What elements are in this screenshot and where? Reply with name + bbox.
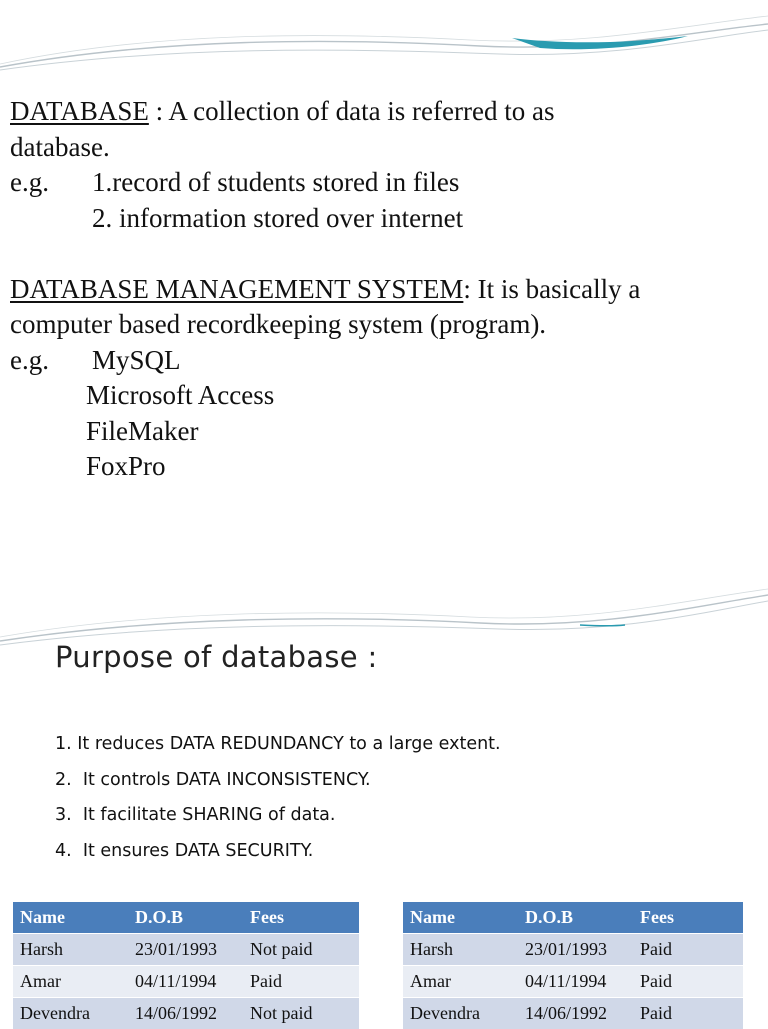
dbms-example-line-3 (10, 414, 760, 450)
database-definition-line (10, 94, 760, 130)
cell-name: Devendra (13, 998, 128, 1029)
database-definition: : A collection of data is referred to as (149, 96, 555, 126)
student-fees-table-before (13, 902, 359, 1029)
dbms-example-line-2 (10, 378, 760, 414)
purpose-list (55, 731, 501, 873)
dbms-definition: : It is basically a (463, 274, 640, 304)
eg-label: e.g. (10, 343, 92, 379)
cell-name: Amar (403, 966, 518, 998)
cell-dob: 23/01/1993 (128, 934, 243, 966)
table-row (403, 966, 743, 998)
table-row (403, 934, 743, 966)
purpose-item: 2. It controls DATA INCONSISTENCY. (55, 767, 501, 803)
header-swoosh-decoration (0, 10, 768, 75)
dbms-example-foxpro: FoxPro (86, 451, 166, 481)
cell-fees: Paid (633, 966, 743, 998)
database-definition-block (10, 94, 760, 485)
dbms-example-line-4 (10, 449, 760, 485)
column-header-dob: D.O.B (518, 902, 633, 934)
example-item-1: 1.record of students stored in files (92, 167, 459, 197)
dbms-example-access: Microsoft Access (86, 380, 274, 410)
dbms-example-mysql: MySQL (92, 345, 181, 375)
column-header-name: Name (13, 902, 128, 934)
eg-label: e.g. (10, 165, 92, 201)
column-header-dob: D.O.B (128, 902, 243, 934)
dbms-example-filemaker: FileMaker (86, 416, 198, 446)
example-line-1 (10, 165, 760, 201)
column-header-fees: Fees (633, 902, 743, 934)
database-term: DATABASE (10, 96, 149, 126)
table-row (13, 934, 359, 966)
cell-fees: Paid (243, 966, 359, 998)
cell-fees: Not paid (243, 934, 359, 966)
column-header-name: Name (403, 902, 518, 934)
dbms-definition-line (10, 272, 760, 308)
cell-fees: Paid (633, 998, 743, 1029)
cell-name: Devendra (403, 998, 518, 1029)
cell-name: Amar (13, 966, 128, 998)
cell-dob: 14/06/1992 (518, 998, 633, 1029)
cell-dob: 23/01/1993 (518, 934, 633, 966)
table-header-row (13, 902, 359, 934)
dbms-term: DATABASE MANAGEMENT SYSTEM (10, 274, 463, 304)
table-row (13, 966, 359, 998)
dbms-definition-continued: computer based recordkeeping system (program). (10, 307, 760, 343)
dbms-example-line-1 (10, 343, 760, 379)
table-row (403, 998, 743, 1029)
student-fees-table-after (403, 902, 743, 1029)
cell-dob: 14/06/1992 (128, 998, 243, 1029)
table-header-row (403, 902, 743, 934)
column-header-fees: Fees (243, 902, 359, 934)
slide-title: Purpose of database : (55, 640, 378, 674)
example-line-2 (10, 201, 760, 237)
table-row (13, 998, 359, 1029)
purpose-item: 1. It reduces DATA REDUNDANCY to a large extent. (55, 731, 501, 767)
cell-dob: 04/11/1994 (518, 966, 633, 998)
cell-dob: 04/11/1994 (128, 966, 243, 998)
example-item-2: 2. information stored over internet (92, 203, 463, 233)
database-definition-continued: database. (10, 130, 760, 166)
cell-fees: Paid (633, 934, 743, 966)
purpose-item: 4. It ensures DATA SECURITY. (55, 838, 501, 874)
cell-name: Harsh (403, 934, 518, 966)
cell-name: Harsh (13, 934, 128, 966)
cell-fees: Not paid (243, 998, 359, 1029)
purpose-item: 3. It facilitate SHARING of data. (55, 802, 501, 838)
